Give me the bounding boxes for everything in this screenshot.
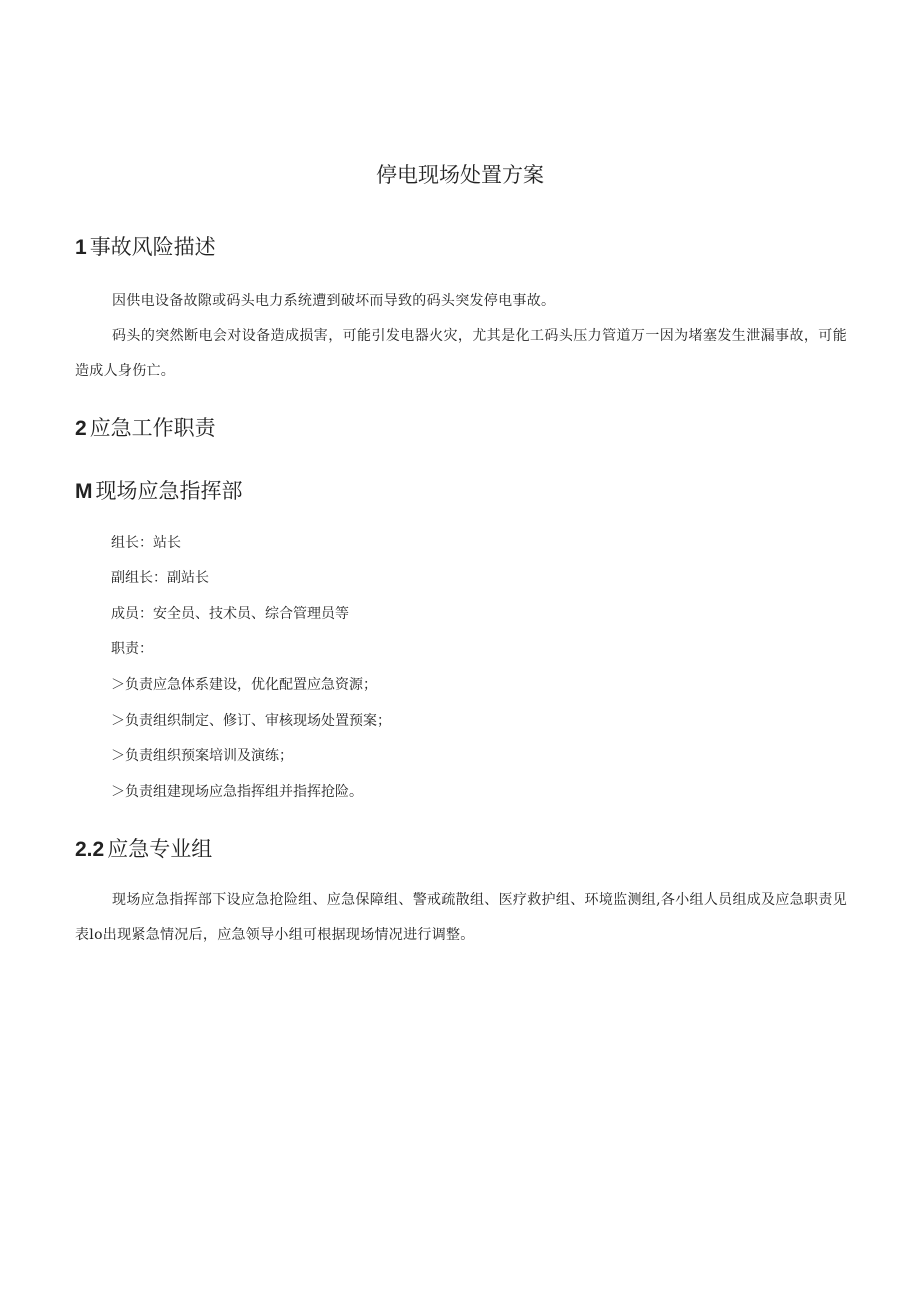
section-2-2-heading [75, 834, 212, 865]
duty-item: ＞负责组织制定、修订、审核现场处置预案； [111, 713, 391, 729]
section-2-title: 应急工作职责 [89, 416, 216, 440]
team-leader-line: 组长：站长 [111, 535, 181, 551]
duty-item: ＞负责应急体系建设，优化配置应急资源； [111, 677, 377, 693]
section-1-number: 1 [75, 236, 87, 259]
section-1-title: 事故风险描述 [89, 235, 216, 259]
duty-item: ＞负责组织预案培训及演练； [111, 748, 293, 764]
section-1-heading [75, 232, 216, 263]
section-2-1-number: M [75, 480, 93, 503]
section-2-1-heading [75, 476, 243, 507]
duty-item: ＞负责组建现场应急指挥组并指挥抢险。 [111, 784, 363, 800]
section-2-2-paragraph: 现场应急指挥部下设应急抢险组、应急保障组、警戒疏散组、医疗救护组、环境监测组,各小组人员组成及应急职责见表lo出现紧急情况后，应急领导小组可根据现场情况进行调整。 [75, 892, 847, 943]
duties-label: 职责： [111, 641, 153, 657]
section-2-heading [75, 413, 216, 444]
section-2-1-title: 现场应急指挥部 [95, 479, 243, 503]
section-2-number: 2 [75, 417, 87, 440]
section-2-2-number: 2.2 [75, 838, 105, 861]
document-title: 停电现场处置方案 [376, 163, 544, 187]
members-line: 成员：安全员、技术员、综合管理员等 [111, 606, 349, 622]
section-1-paragraph-1: 因供电设备故隙或码头电力系统遭到破坏而导致的码头突发停电事故。 [112, 293, 556, 309]
section-1-paragraph-2: 码头的突然断电会对设备造成损害，可能引发电器火灾，尤其是化工码头压力管道万一因为堵塞发生泄漏事故，可能造成人身伤亡。 [75, 328, 847, 379]
deputy-leader-line: 副组长：副站长 [111, 570, 209, 586]
section-2-2-title: 应急专业组 [107, 837, 213, 861]
